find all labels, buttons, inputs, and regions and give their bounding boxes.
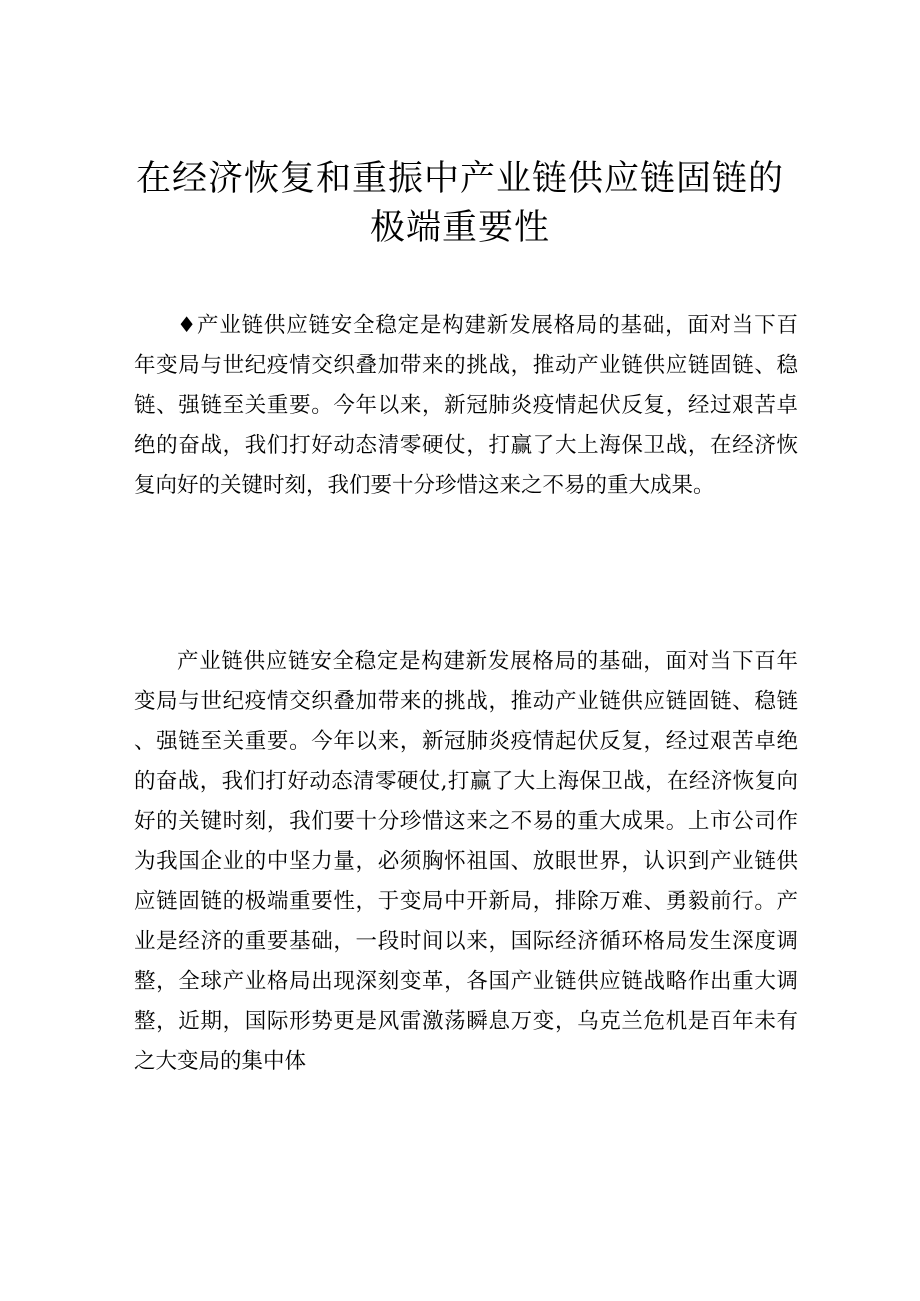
document-title bbox=[120, 155, 800, 253]
paragraph-1: ♦产业链供应链安全稳定是构建新发展格局的基础，面对当下百年变局与世纪疫情交织叠加带来的挑战，推动产业链供应链固链、稳链、强链至关重要。今年以来，新冠肺炎疫情起伏反复，经过艰苦卓绝的奋战，我们打好动态清零硬仗，打赢了大上海保卫战，在经济恢复向好的关键时刻，我们要十分珍惜这来之不易的重大成果。 bbox=[134, 313, 798, 498]
title-line-2: 极端重要性 bbox=[369, 208, 550, 248]
title-line-1: 在经济恢复和重振中产业链供应链固链的 bbox=[135, 159, 784, 199]
paragraph-2: 产业链供应链安全稳定是构建新发展格局的基础，面对当下百年变局与世纪疫情交织叠加带来的挑战，推动产业链供应链固链、稳链、强链至关重要。今年以来，新冠肺炎疫情起伏反复，经过艰苦卓绝的奋战，我们打好动态清零硬仗,打赢了大上海保卫战，在经济恢复向好的关键时刻，我们要十分珍惜这来之不易的重大成果。上市公司作为我国企业的中坚力量，必须胸怀祖国、放眼世界，认识到产业链供应链固链的极端重要性，于变局中开新局，排除万难、勇毅前行。产业是经济的重要基础，一段时间以来，国际经济循环格局发生深度调整，全球产业格局出现深刻变革，各国产业链供应链战略作出重大调整，近期，国际形势更是风雷激荡瞬息万变，乌克兰危机是百年未有之大变局的集中体 bbox=[134, 649, 798, 1074]
